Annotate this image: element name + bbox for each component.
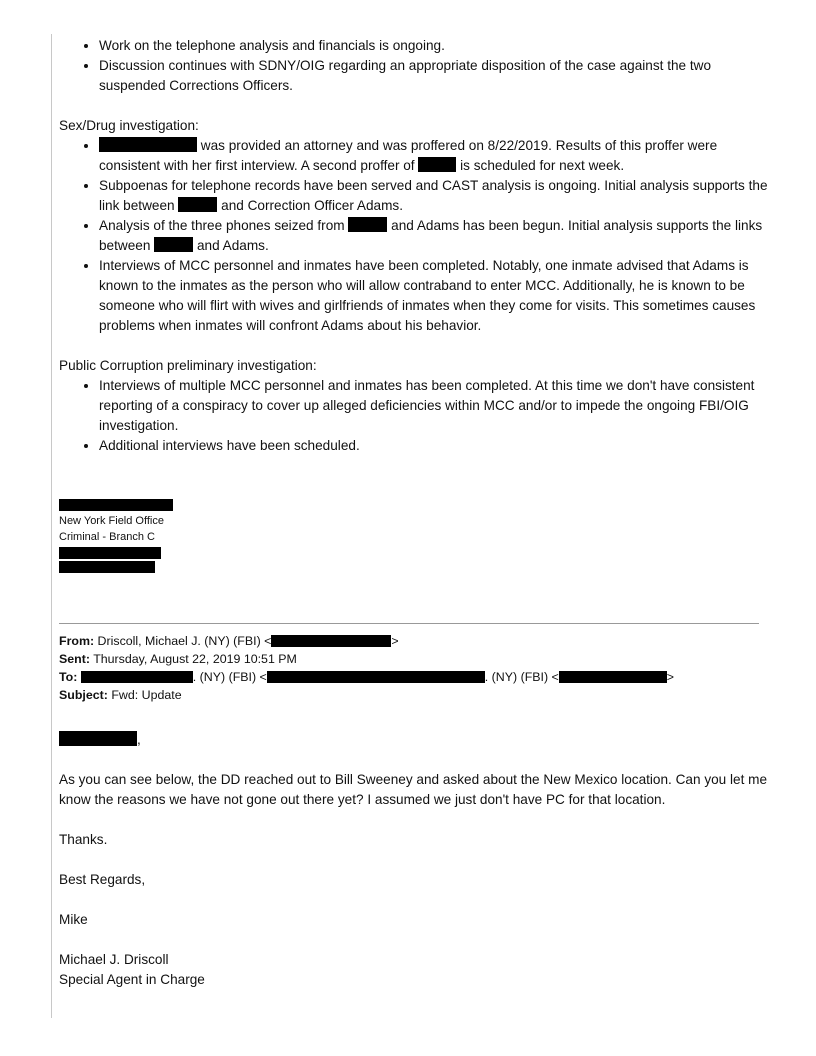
redaction-block (348, 217, 387, 232)
redaction-block (59, 547, 161, 559)
email-body: As you can see below, the DD reached out to Bill Sweeney and asked about the New Mexico location. Can you let me know the reasons we have not gone out there yet? I assumed we just don't have PC for that location. (59, 772, 768, 807)
list-item: • Analysis of the three phones seized from and Adams has been begun. Initial analysis supports the links between and Adams. (99, 216, 775, 256)
top-bullet-list (59, 36, 775, 96)
email-thanks: Thanks. (59, 832, 108, 847)
redaction-block (59, 731, 137, 746)
public-corruption-bullet-list (59, 376, 775, 456)
section-heading-public-corruption: Public Corruption preliminary investigation: (59, 358, 317, 373)
list-item: • Discussion continues with SDNY/OIG regarding an appropriate disposition of the case against the two suspended Corrections Officers. (99, 56, 775, 96)
redaction-block (178, 197, 217, 212)
signature-office: New York Field Office (59, 515, 164, 527)
list-item: • was provided an attorney and was proffered on 8/22/2019. Results of this proffer were consistent with her first interview. A second proffer of is scheduled for next week. (99, 136, 775, 176)
list-item: • Interviews of MCC personnel and inmates have been completed. Notably, one inmate advised that Adams is known to the inmates as the person who will allow contraband to enter MCC. Additionally, he is known to be someone who will flirt with wives and girlfriends of inmates when they come for visits. This sometimes causes problems when inmates will confront Adams about his behavior. (99, 256, 775, 336)
page-margin-line (51, 34, 52, 1018)
email-to: To: . (NY) (FBI) < . (NY) (FBI) < > (59, 670, 675, 684)
email-subject: Subject: Fwd: Update (59, 688, 182, 702)
redaction-block (81, 671, 193, 683)
email-header (59, 632, 775, 704)
email-nickname: Mike (59, 912, 88, 927)
email-signature-title: Special Agent in Charge (59, 972, 205, 987)
email-greeting: , (59, 730, 775, 750)
document-body (59, 36, 775, 990)
redaction-block (271, 635, 391, 647)
signature-branch: Criminal - Branch C (59, 531, 155, 543)
redaction-block (267, 671, 485, 683)
redaction-block (559, 671, 667, 683)
redaction-block (59, 499, 173, 511)
email-regards: Best Regards, (59, 872, 146, 887)
section-heading-sex-drug: Sex/Drug investigation: (59, 118, 199, 133)
signature-block (59, 499, 775, 573)
email-sent: Sent: Thursday, August 22, 2019 10:51 PM (59, 652, 297, 666)
list-item: • Interviews of multiple MCC personnel and inmates has been completed. At this time we don't have consistent reporting of a conspiracy to cover up alleged deficiencies within MCC and/or to impede the ongoing FBI/OIG investigation. (99, 376, 775, 436)
redaction-block (59, 561, 155, 573)
redaction-block (418, 157, 456, 172)
email-signature-name: Michael J. Driscoll (59, 952, 169, 967)
redaction-block (154, 237, 193, 252)
list-item: • Work on the telephone analysis and financials is ongoing. (99, 36, 775, 56)
email-from: From: Driscoll, Michael J. (NY) (FBI) < > (59, 634, 399, 648)
list-item: • Subpoenas for telephone records have been served and CAST analysis is ongoing. Initial analysis supports the link between and Correction Officer Adams. (99, 176, 775, 216)
list-item: • Additional interviews have been scheduled. (99, 436, 775, 456)
redaction-block (99, 137, 197, 152)
sex-drug-bullet-list (59, 136, 775, 336)
